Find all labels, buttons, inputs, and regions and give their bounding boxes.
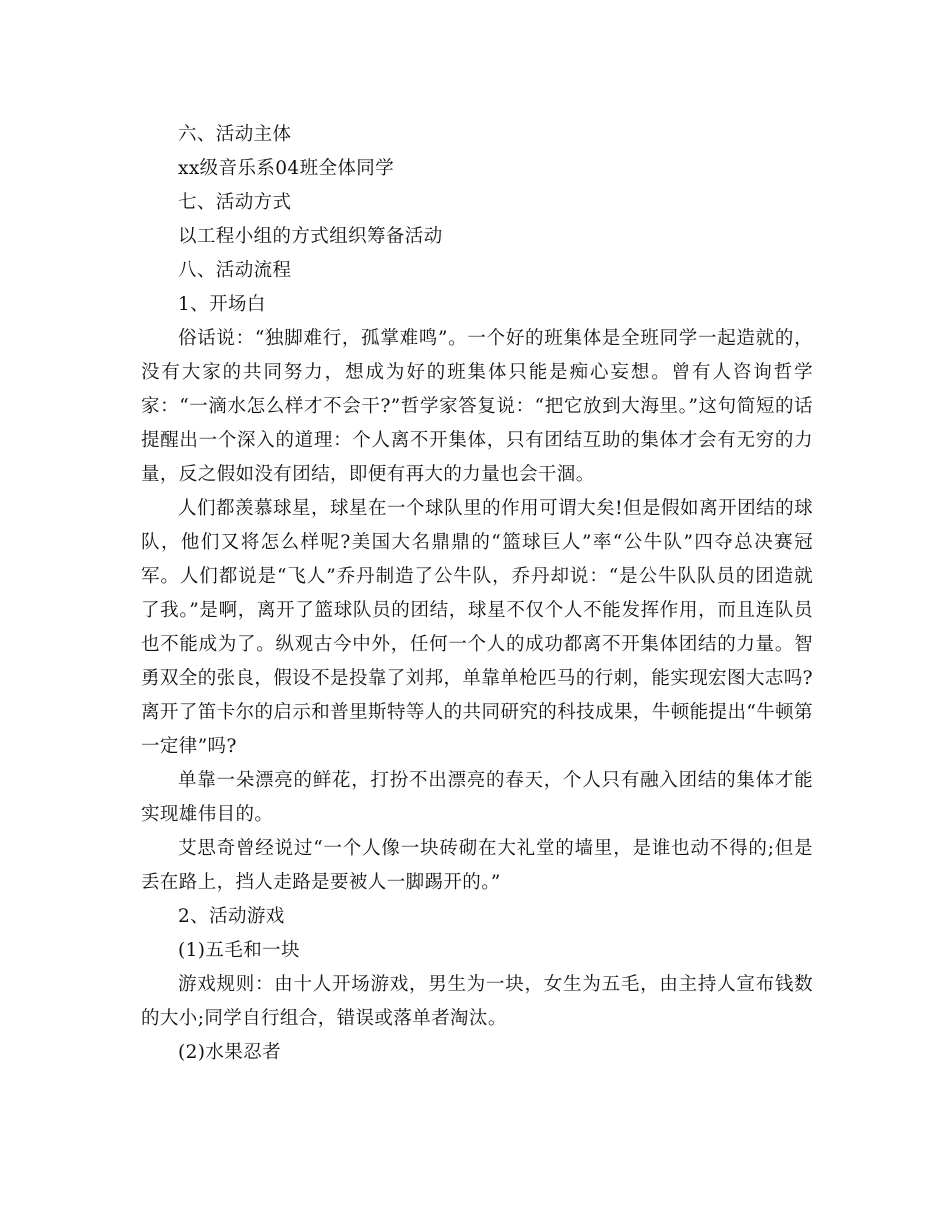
paragraph-quote: 艾思奇曾经说过“一个人像一块砖砌在大礼堂的墙里，是谁也动不得的;但是丢在路上，挡人走路是要被人一脚踢开的。” <box>141 838 813 893</box>
subheading-games: 2、活动游戏 <box>178 906 285 927</box>
subheading-opening: 1、开场白 <box>178 294 266 315</box>
paragraph-activity-method: 以工程小组的方式组织筹备活动 <box>178 226 443 247</box>
paragraph-proverb: 俗话说：“独脚难行，孤掌难鸣”。一个好的班集体是全班同学一起造就的，没有大家的共同努力，想成为好的班集体只能是痴心妄想。曾有人咨询哲学家：“一滴水怎么样才不会干?”哲学家答复说：“把它放到大海里。”这句简短的话提醒出一个深入的道理：个人离不开集体，只有团结互助的集体才会有无穷的力量，反之假如没有团结，即便有再大的力量也会干涸。 <box>141 328 813 485</box>
section-heading-activity-method: 七、活动方式 <box>178 192 292 213</box>
paragraph-flower: 单靠一朵漂亮的鲜花，打扮不出漂亮的春天，个人只有融入团结的集体才能实现雄伟目的。 <box>141 770 813 825</box>
paragraph-game-rules: 游戏规则：由十人开场游戏，男生为一块，女生为五毛，由主持人宣布钱数的大小;同学自行组合，错误或落单者淘汰。 <box>141 974 813 1029</box>
section-heading-activity-process: 八、活动流程 <box>178 260 292 281</box>
document-body <box>141 118 813 1070</box>
paragraph-activity-subject: xx级音乐系04班全体同学 <box>178 158 395 179</box>
game-title-1: (1)五毛和一块 <box>178 940 300 961</box>
section-heading-activity-subject: 六、活动主体 <box>178 124 292 145</box>
paragraph-star-player: 人们都羡慕球星，球星在一个球队里的作用可谓大矣!但是假如离开团结的球队，他们又将怎么样呢?美国大名鼎鼎的“篮球巨人”率“公牛队”四夺总决赛冠军。人们都说是“飞人”乔丹制造了公牛队，乔丹却说：“是公牛队队员的团造就了我。”是啊，离开了篮球队员的团结，球星不仅个人不能发挥作用，而且连队员也不能成为了。纵观古今中外，任何一个人的成功都离不开集体团结的力量。智勇双全的张良，假设不是投靠了刘邦，单靠单枪匹马的行刺，能实现宏图大志吗?离开了笛卡尔的启示和普里斯特等人的共同研究的科技成果，牛顿能提出“牛顿第一定律”吗? <box>141 498 813 757</box>
game-title-2: (2)水果忍者 <box>178 1042 282 1063</box>
